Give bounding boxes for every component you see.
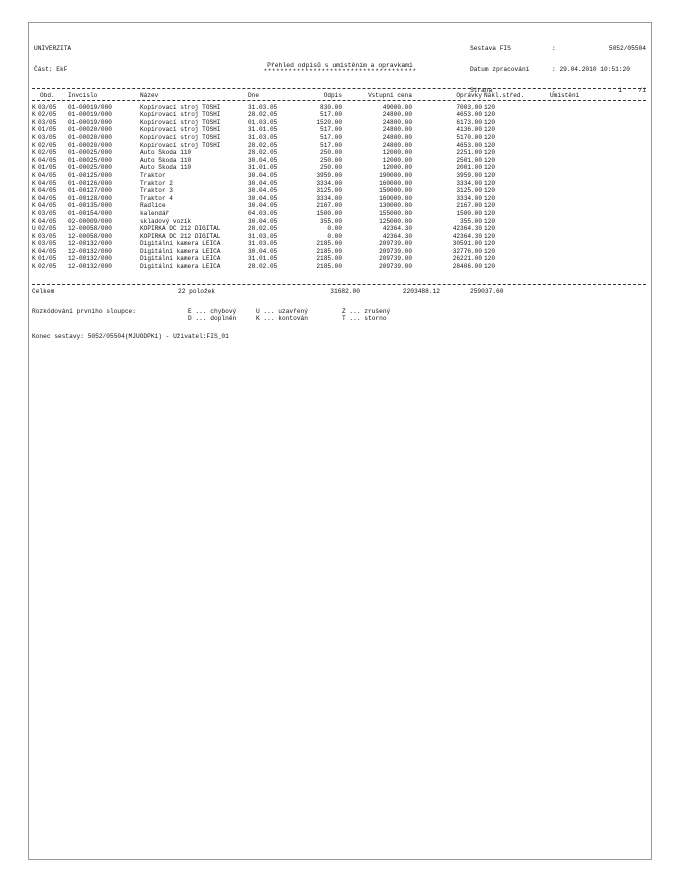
report-line: Sestava FIS : 5052/05504 xyxy=(470,45,646,52)
cell-odpis: 3959.00 xyxy=(316,171,342,179)
cell-nazev: Traktor 4 xyxy=(140,194,173,202)
cell-dne: 31.03.05 xyxy=(248,240,278,248)
cell-opravky: 42364.30 xyxy=(452,232,482,240)
cell-vstupni: 130000.00 xyxy=(379,202,412,210)
cell-obd: 02/05 xyxy=(38,141,57,149)
cell-umisteni xyxy=(550,202,600,210)
cell-obd: 04/05 xyxy=(38,217,57,225)
legend-col-2 xyxy=(256,308,308,323)
cell-umisteni xyxy=(550,180,600,188)
cell-naklad: 120 xyxy=(484,149,495,157)
cell-obd: 04/05 xyxy=(38,202,57,210)
cell-odpis: 2185.00 xyxy=(316,263,342,271)
cell-dne: 28.02.05 xyxy=(248,225,278,233)
cell-vstupni: 24800.00 xyxy=(382,141,412,149)
table-row xyxy=(32,195,600,203)
cell-k: K xyxy=(32,141,36,149)
cell-naklad: 120 xyxy=(484,141,495,149)
cell-nazev: Kopírovací stroj TOSHI xyxy=(140,103,221,111)
table-row xyxy=(32,187,600,195)
cell-naklad: 120 xyxy=(484,240,495,248)
cell-dne: 30.04.05 xyxy=(248,202,278,210)
cell-umisteni xyxy=(550,172,600,180)
legend-item: U ... uzavřený xyxy=(256,308,308,315)
legend-col-3 xyxy=(342,308,390,323)
cell-opravky: 6173.00 xyxy=(456,118,482,126)
cell-vstupni: 24800.00 xyxy=(382,111,412,119)
cell-umisteni xyxy=(550,248,600,256)
legend-col-1 xyxy=(188,308,236,323)
cell-k: K xyxy=(32,171,36,179)
cell-odpis: 3334.00 xyxy=(316,194,342,202)
rule-top xyxy=(32,88,646,89)
cell-umisteni xyxy=(550,104,600,112)
cell-obd: 03/05 xyxy=(38,209,57,217)
table-row xyxy=(32,149,600,157)
cell-dne: 30.04.05 xyxy=(248,217,278,225)
col-inv: Invcislo xyxy=(68,92,98,99)
cell-dne: 31.03.05 xyxy=(248,232,278,240)
cell-dne: 28.02.05 xyxy=(248,149,278,157)
legend-item: K ... kontován xyxy=(256,315,308,323)
cell-vstupni: 12000.00 xyxy=(382,164,412,172)
cell-odpis: 2185.00 xyxy=(316,247,342,255)
cell-obd: 04/05 xyxy=(38,156,57,164)
cell-k: K xyxy=(32,194,36,202)
cell-odpis: 3125.00 xyxy=(316,187,342,195)
cell-opravky: 4653.00 xyxy=(456,141,482,149)
cell-umisteni xyxy=(550,111,600,119)
cell-obd: 02/05 xyxy=(38,111,57,119)
col-nazev: Název xyxy=(140,92,159,99)
cell-dne: 01.03.05 xyxy=(248,118,278,126)
cell-k: K xyxy=(32,247,36,255)
cell-odpis: 830.00 xyxy=(320,103,342,111)
table-row xyxy=(32,104,600,112)
cell-odpis: 250.00 xyxy=(320,156,342,164)
table-row xyxy=(32,126,600,134)
cell-naklad: 120 xyxy=(484,209,495,217)
cell-opravky: 26221.00 xyxy=(452,255,482,263)
cell-inv: 01-00128/000 xyxy=(68,194,112,202)
cell-odpis: 0.00 xyxy=(327,225,342,233)
cell-odpis: 1520.00 xyxy=(316,118,342,126)
cell-odpis: 517.00 xyxy=(320,133,342,141)
cell-k: K xyxy=(32,232,36,240)
cell-nazev: Auto Škoda 110 xyxy=(140,164,192,172)
cell-inv: 12-00132/000 xyxy=(68,247,112,255)
cell-opravky: 42364.30 xyxy=(452,225,482,233)
cell-nazev: skladový vozík xyxy=(140,217,192,225)
cell-naklad: 120 xyxy=(484,133,495,141)
table-row xyxy=(32,142,600,150)
cell-dne: 30.04.05 xyxy=(248,156,278,164)
cell-nazev: KOPIRKA DC 212 DIGITAL xyxy=(140,225,221,233)
cell-dne: 30.04.05 xyxy=(248,171,278,179)
cell-nazev: Kopírovací stroj TOSHI xyxy=(140,126,221,134)
cell-vstupni: 12000.00 xyxy=(382,156,412,164)
cell-odpis: 250.00 xyxy=(320,149,342,157)
org-name: UNIVERZITA xyxy=(34,45,72,52)
cell-dne: 28.02.05 xyxy=(248,111,278,119)
cell-umisteni xyxy=(550,240,600,248)
cell-obd: 03/05 xyxy=(38,118,57,126)
col-obd: Obd. xyxy=(40,92,55,99)
cell-nazev: Digitální kamera LEICA xyxy=(140,263,221,271)
cell-k: K xyxy=(32,133,36,141)
cell-odpis: 3334.00 xyxy=(316,179,342,187)
cell-obd: 02/05 xyxy=(38,225,57,233)
cell-naklad: 120 xyxy=(484,164,495,172)
table-header-row xyxy=(32,92,600,100)
cell-nazev: Traktor 2 xyxy=(140,179,173,187)
cell-umisteni xyxy=(550,187,600,195)
report-footer: Konec sestavy: 5052/05504(MJUODPK1) - Uživatel:FIS_01 xyxy=(32,333,229,340)
cell-k: K xyxy=(32,240,36,248)
cell-umisteni xyxy=(550,126,600,134)
cell-dne: 04.03.05 xyxy=(248,209,278,217)
cell-obd: 04/05 xyxy=(38,194,57,202)
cell-inv: 01-00125/000 xyxy=(68,171,112,179)
cell-vstupni: 155000.00 xyxy=(379,209,412,217)
cell-umisteni xyxy=(550,233,600,241)
cell-opravky: 1500.00 xyxy=(456,209,482,217)
cell-opravky: 3334.00 xyxy=(456,194,482,202)
table-row xyxy=(32,248,600,256)
cell-vstupni: 24800.00 xyxy=(382,126,412,134)
cell-opravky: 2501.00 xyxy=(456,156,482,164)
cell-vstupni: 209739.00 xyxy=(379,247,412,255)
cell-inv: 01-00154/000 xyxy=(68,209,112,217)
cell-k: K xyxy=(32,263,36,271)
cell-nazev: Auto Škoda 110 xyxy=(140,149,192,157)
cell-obd: 01/05 xyxy=(38,164,57,172)
cell-vstupni: 12000.00 xyxy=(382,149,412,157)
cell-umisteni xyxy=(550,119,600,127)
cell-nazev: Kopírovací stroj TOSHI xyxy=(140,133,221,141)
cell-k: K xyxy=(32,126,36,134)
legend-item: T ... storno xyxy=(342,315,387,323)
cell-umisteni xyxy=(550,134,600,142)
cell-k: K xyxy=(32,202,36,210)
cell-umisteni xyxy=(550,164,600,172)
rule-totals xyxy=(32,284,646,285)
cell-inv: 12-00058/000 xyxy=(68,225,112,233)
legend-label: Rozkódování prvního sloupce: xyxy=(32,308,136,315)
table-row xyxy=(32,111,600,119)
table-row xyxy=(32,119,600,127)
cell-vstupni: 150000.00 xyxy=(379,187,412,195)
cell-inv: 01-00025/000 xyxy=(68,156,112,164)
cell-naklad: 120 xyxy=(484,194,495,202)
table-row xyxy=(32,172,600,180)
col-naklad: Nákl.střed. xyxy=(484,92,525,99)
cell-vstupni: 49000.00 xyxy=(382,103,412,111)
cell-inv: 01-00135/000 xyxy=(68,202,112,210)
cell-vstupni: 42364.30 xyxy=(382,225,412,233)
cell-naklad: 120 xyxy=(484,111,495,119)
cell-opravky: 28406.00 xyxy=(452,263,482,271)
cell-k: K xyxy=(32,217,36,225)
cell-dne: 30.04.05 xyxy=(248,187,278,195)
cell-obd: 03/05 xyxy=(38,103,57,111)
legend-item: E ... chybový xyxy=(188,308,237,315)
cell-inv: 01-00020/000 xyxy=(68,126,112,134)
cell-nazev: Digitální kamera LEICA xyxy=(140,240,221,248)
col-umisteni: Umístění xyxy=(550,92,580,99)
cell-odpis: 2167.00 xyxy=(316,202,342,210)
cell-odpis: 517.00 xyxy=(320,126,342,134)
table-row xyxy=(32,164,600,172)
totals-opravky: 259037.60 xyxy=(470,288,504,295)
cell-obd: 04/05 xyxy=(38,187,57,195)
legend-item: Z ... zrušený xyxy=(342,308,391,315)
cell-k: K xyxy=(32,255,36,263)
cell-k: K xyxy=(32,164,36,172)
cell-k: K xyxy=(32,103,36,111)
cell-umisteni xyxy=(550,142,600,150)
cell-naklad: 120 xyxy=(484,118,495,126)
cell-naklad: 120 xyxy=(484,255,495,263)
cell-inv: 01-00025/000 xyxy=(68,164,112,172)
cell-umisteni xyxy=(550,157,600,165)
cell-opravky: 3959.00 xyxy=(456,171,482,179)
totals-odpis: 31682.00 xyxy=(330,288,360,295)
cell-umisteni xyxy=(550,263,600,271)
cell-obd: 02/05 xyxy=(38,149,57,157)
cell-opravky: 30591.00 xyxy=(452,240,482,248)
cell-k: K xyxy=(32,156,36,164)
cell-umisteni xyxy=(550,195,600,203)
cell-dne: 30.04.05 xyxy=(248,179,278,187)
cell-obd: 01/05 xyxy=(38,255,57,263)
cell-dne: 28.02.05 xyxy=(248,141,278,149)
cell-naklad: 120 xyxy=(484,232,495,240)
cell-inv: 02-00009/000 xyxy=(68,217,112,225)
cell-naklad: 120 xyxy=(484,247,495,255)
cell-odpis: 250.00 xyxy=(320,164,342,172)
cell-vstupni: 160000.00 xyxy=(379,194,412,202)
col-opravky: Oprávky xyxy=(456,92,482,99)
report-title: Přehled odpisů s umístěním a opravkami xyxy=(267,62,413,69)
table-row xyxy=(32,210,600,218)
cell-naklad: 120 xyxy=(484,263,495,271)
cell-nazev: Traktor 3 xyxy=(140,187,173,195)
cell-dne: 31.01.05 xyxy=(248,164,278,172)
cell-inv: 12-00132/000 xyxy=(68,255,112,263)
table-row xyxy=(32,180,600,188)
cell-k: K xyxy=(32,118,36,126)
cell-k: U xyxy=(32,225,36,233)
cell-inv: 01-00127/000 xyxy=(68,187,112,195)
cell-nazev: KOPIRKA DC 212 DIGITAL xyxy=(140,232,221,240)
cell-inv: 12-00058/000 xyxy=(68,232,112,240)
cell-opravky: 4136.00 xyxy=(456,126,482,134)
table-row xyxy=(32,225,600,233)
table-row xyxy=(32,263,600,271)
cell-inv: 01-00019/000 xyxy=(68,103,112,111)
cell-inv: 01-00019/000 xyxy=(68,111,112,119)
cell-umisteni xyxy=(550,255,600,263)
depreciation-table xyxy=(32,92,600,271)
cell-dne: 31.01.05 xyxy=(248,126,278,134)
cell-opravky: 355.00 xyxy=(460,217,482,225)
cell-obd: 02/05 xyxy=(38,263,57,271)
cell-nazev: Kopírovací stroj TOSHI xyxy=(140,118,221,126)
cell-odpis: 1500.00 xyxy=(316,209,342,217)
totals-count: 22 položek xyxy=(178,288,216,295)
cell-vstupni: 190000.00 xyxy=(379,171,412,179)
cell-k: K xyxy=(32,209,36,217)
cell-vstupni: 24800.00 xyxy=(382,133,412,141)
cell-naklad: 120 xyxy=(484,103,495,111)
cell-naklad: 120 xyxy=(484,202,495,210)
cell-naklad: 120 xyxy=(484,156,495,164)
cell-naklad: 120 xyxy=(484,179,495,187)
cell-odpis: 2185.00 xyxy=(316,255,342,263)
part-line: Část: EkF xyxy=(34,66,68,73)
cell-opravky: 5170.00 xyxy=(456,133,482,141)
cell-odpis: 517.00 xyxy=(320,141,342,149)
col-vstupni: Vstupní cena xyxy=(368,92,412,99)
cell-vstupni: 209739.00 xyxy=(379,255,412,263)
cell-vstupni: 125000.00 xyxy=(379,217,412,225)
cell-inv: 12-00132/000 xyxy=(68,240,112,248)
cell-vstupni: 209739.00 xyxy=(379,240,412,248)
cell-nazev: Digitální kamera LEICA xyxy=(140,247,221,255)
cell-nazev: Traktor xyxy=(140,171,166,179)
cell-opravky: 2251.00 xyxy=(456,149,482,157)
table-row xyxy=(32,157,600,165)
cell-dne: 31.01.05 xyxy=(248,255,278,263)
cell-opravky: 3125.00 xyxy=(456,187,482,195)
totals-label: Celkem xyxy=(32,288,55,295)
cell-odpis: 0.00 xyxy=(327,232,342,240)
cell-opravky: 32776.00 xyxy=(452,247,482,255)
cell-opravky: 2167.00 xyxy=(456,202,482,210)
cell-nazev: Radlice xyxy=(140,202,166,210)
cell-k: K xyxy=(32,179,36,187)
cell-dne: 30.04.05 xyxy=(248,194,278,202)
cell-obd: 04/05 xyxy=(38,171,57,179)
cell-umisteni xyxy=(550,225,600,233)
cell-dne: 28.02.05 xyxy=(248,263,278,271)
cell-naklad: 120 xyxy=(484,171,495,179)
cell-inv: 01-00019/000 xyxy=(68,118,112,126)
cell-k: K xyxy=(32,187,36,195)
cell-opravky: 7003.00 xyxy=(456,103,482,111)
table-row xyxy=(32,255,600,263)
cell-vstupni: 209739.00 xyxy=(379,263,412,271)
cell-k: K xyxy=(32,149,36,157)
cell-inv: 01-00025/000 xyxy=(68,149,112,157)
cell-inv: 01-00020/000 xyxy=(68,133,112,141)
cell-obd: 04/05 xyxy=(38,247,57,255)
cell-umisteni xyxy=(550,218,600,226)
cell-dne: 31.03.05 xyxy=(248,103,278,111)
cell-odpis: 355.00 xyxy=(320,217,342,225)
cell-naklad: 120 xyxy=(484,225,495,233)
cell-odpis: 517.00 xyxy=(320,111,342,119)
cell-obd: 03/05 xyxy=(38,133,57,141)
cell-opravky: 2001.00 xyxy=(456,164,482,172)
cell-obd: 03/05 xyxy=(38,232,57,240)
col-dne: Dne xyxy=(248,92,259,99)
totals-vstupni: 2203488.12 xyxy=(402,288,440,295)
cell-vstupni: 160000.00 xyxy=(379,179,412,187)
cell-umisteni xyxy=(550,149,600,157)
cell-obd: 01/05 xyxy=(38,126,57,134)
table-row xyxy=(32,202,600,210)
cell-naklad: 120 xyxy=(484,217,495,225)
cell-obd: 04/05 xyxy=(38,179,57,187)
cell-inv: 12-00132/000 xyxy=(68,263,112,271)
legend-item: D ... doplněn xyxy=(188,315,237,323)
cell-inv: 01-00020/000 xyxy=(68,141,112,149)
cell-nazev: Auto Škoda 110 xyxy=(140,156,192,164)
cell-nazev: Kopírovací stroj TOSHI xyxy=(140,141,221,149)
cell-odpis: 2185.00 xyxy=(316,240,342,248)
date-line: Datum zpracování : 29.04.2010 10:51:20 xyxy=(470,66,630,73)
col-odpis: Odpis xyxy=(323,92,342,99)
table-row xyxy=(32,134,600,142)
cell-opravky: 4653.00 xyxy=(456,111,482,119)
cell-umisteni xyxy=(550,210,600,218)
cell-vstupni: 42364.30 xyxy=(382,232,412,240)
title-underline: ************************************* xyxy=(263,68,417,75)
cell-naklad: 120 xyxy=(484,187,495,195)
cell-nazev: kalendář xyxy=(140,209,170,217)
table-row xyxy=(32,233,600,241)
table-row xyxy=(32,218,600,226)
page-line: Strana : 1 /1 xyxy=(470,87,646,94)
cell-dne: 30.04.05 xyxy=(248,247,278,255)
cell-k: K xyxy=(32,111,36,119)
cell-obd: 03/05 xyxy=(38,240,57,248)
cell-opravky: 3334.00 xyxy=(456,179,482,187)
cell-nazev: Kopírovací stroj TOSHI xyxy=(140,111,221,119)
table-row xyxy=(32,240,600,248)
cell-vstupni: 24800.00 xyxy=(382,118,412,126)
cell-nazev: Digitální kamera LEICA xyxy=(140,255,221,263)
cell-inv: 01-00126/000 xyxy=(68,179,112,187)
cell-naklad: 120 xyxy=(484,126,495,134)
cell-dne: 31.03.05 xyxy=(248,133,278,141)
